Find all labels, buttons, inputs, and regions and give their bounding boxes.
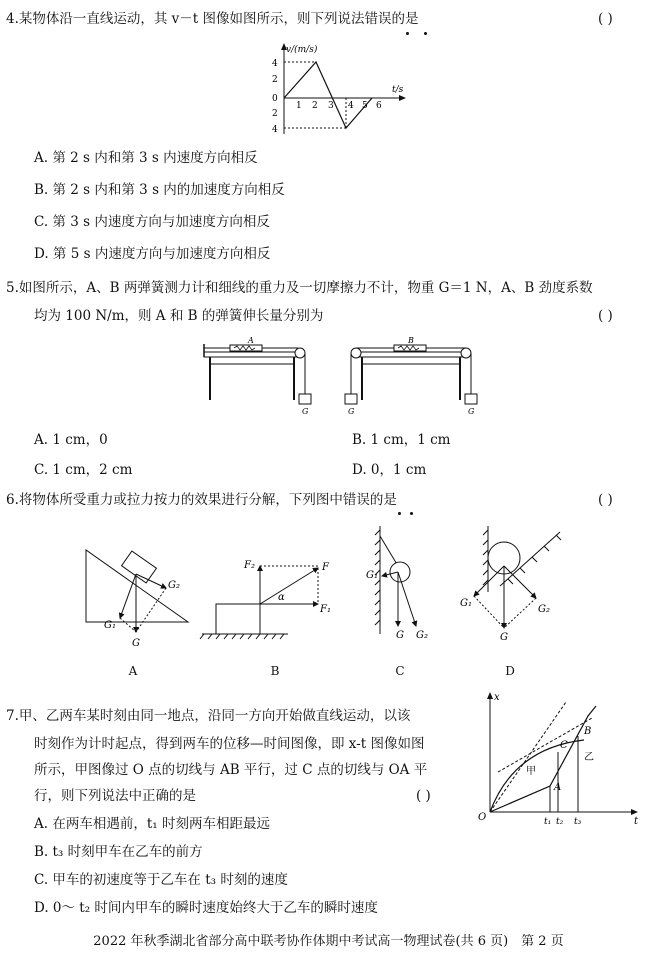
q7-line2: 时刻作为计时起点，得到两车的位移—时间图像，即 x-t 图像如图 — [34, 736, 425, 752]
force-label: F₁ — [320, 604, 331, 615]
page-footer: 2022 年秋季湖北省部分高中联考协作体期中考试高一物理试卷(共 6 页) 第 2 页 — [93, 934, 564, 949]
tick-label: t₃ — [574, 817, 582, 824]
q4-answer-paren: ( ) — [598, 11, 613, 27]
q6-caption-b: B — [270, 664, 280, 678]
force-label: G₂ — [168, 580, 180, 591]
force-label: G₁ — [366, 570, 378, 581]
origin-label: O — [478, 812, 487, 823]
scale-b-label: B — [408, 336, 414, 345]
t-axis-label: t — [634, 816, 639, 824]
emphasis-dot — [424, 32, 427, 35]
t-axis-label: t/s — [392, 85, 404, 95]
q5-stem-line2: 均为 100 N/m，则 A 和 B 的弹簧伸长量分别为 — [34, 308, 324, 324]
point-label: B — [584, 726, 592, 737]
force-label: F — [322, 562, 329, 573]
q4-option-d: D. 第 5 s 内速度方向与加速度方向相反 — [34, 246, 271, 262]
q7-xt-graph — [474, 688, 644, 824]
weight-g-label: G — [302, 407, 309, 416]
tick-label: 2 — [272, 75, 278, 85]
emphasis-dot — [410, 512, 413, 515]
tick-label: 5 — [362, 101, 368, 111]
q7-option-c: C. 甲车的初速度等于乙车在 t₃ 时刻的速度 — [34, 872, 288, 888]
q7-option-d: D. 0～ t₂ 时间内甲车的瞬时速度始终大于乙车的瞬时速度 — [34, 900, 378, 916]
force-label: G — [500, 632, 508, 643]
q5-option-b: B. 1 cm，1 cm — [352, 432, 451, 448]
q7-answer-paren: ( ) — [416, 788, 431, 804]
q5-spring-scale-figure — [190, 336, 490, 421]
point-label: C — [560, 740, 568, 751]
q7-option-a: A. 在两车相遇前，t₁ 时刻两车相距最远 — [34, 816, 270, 832]
force-label: G₂ — [416, 630, 428, 641]
tick-label: 6 — [376, 101, 382, 111]
tick-label: 3 — [328, 101, 334, 111]
q5-option-c: C. 1 cm，2 cm — [34, 462, 133, 478]
q4-option-a: A. 第 2 s 内和第 3 s 内速度方向相反 — [34, 150, 258, 166]
point-label: A — [554, 782, 562, 793]
q4-option-c: C. 第 3 s 内速度方向与加速度方向相反 — [34, 214, 270, 230]
force-label: G₂ — [538, 604, 550, 615]
force-label: G — [396, 630, 404, 641]
force-label: α — [278, 592, 285, 603]
curve-label: 乙 — [584, 752, 594, 763]
tick-label: t₁ — [544, 817, 552, 824]
force-label: G — [132, 638, 140, 649]
v-axis-label: v/(m/s) — [286, 45, 318, 55]
q6-caption-a: A — [128, 664, 138, 678]
tick-label: 4 — [272, 125, 278, 135]
tick-label: 0 — [272, 94, 278, 104]
emphasis-dot — [406, 32, 409, 35]
q6-answer-paren: ( ) — [598, 492, 613, 508]
tick-label: 2 — [272, 109, 278, 119]
weight-g-label: G — [348, 407, 355, 416]
q6-stem: 6.将物体所受重力或拉力按力的效果进行分解，下列图中错误的是 — [6, 492, 397, 508]
q5-answer-paren: ( ) — [598, 308, 613, 324]
q7-line3: 所示，甲图像过 O 点的切线与 AB 平行，过 C 点的切线与 OA 平 — [34, 762, 428, 778]
q5-option-a: A. 1 cm，0 — [34, 432, 108, 448]
q5-stem-line1: 5.如图所示，A、B 两弹簧测力计和细线的重力及一切摩擦力不计，物重 G＝1 N，A、B 劲度系数 — [6, 280, 593, 296]
force-label: G₁ — [460, 598, 472, 609]
q4-stem: 4.某物体沿一直线运动，其 v－t 图像如图所示，则下列说法错误的是 — [6, 11, 419, 27]
q6-caption-d: D — [505, 664, 515, 678]
tick-label: 1 — [296, 101, 302, 111]
tick-label: 4 — [272, 59, 278, 69]
force-label: G₁ — [104, 620, 116, 631]
x-axis-label: x — [494, 692, 500, 703]
tick-label: 2 — [312, 101, 318, 111]
q4-vt-graph — [268, 40, 418, 140]
q7-line4: 行，则下列说法中正确的是 — [34, 788, 196, 804]
force-label: F₂ — [244, 560, 255, 571]
q6-caption-c: C — [395, 664, 405, 678]
curve-label: 甲 — [526, 766, 536, 777]
q5-option-d: D. 0，1 cm — [352, 462, 427, 478]
weight-g-label: G — [468, 407, 475, 416]
q6-force-figures — [80, 522, 580, 662]
tick-label: t₂ — [556, 817, 564, 824]
scale-a-label: A — [248, 336, 254, 345]
q7-option-b: B. t₃ 时刻甲车在乙车的前方 — [34, 844, 203, 860]
emphasis-dot — [398, 512, 401, 515]
tick-label: 4 — [348, 101, 354, 111]
q7-line1: 7.甲、乙两车某时刻由同一地点，沿同一方向开始做直线运动，以该 — [6, 708, 411, 724]
q4-option-b: B. 第 2 s 内和第 3 s 内的加速度方向相反 — [34, 182, 285, 198]
